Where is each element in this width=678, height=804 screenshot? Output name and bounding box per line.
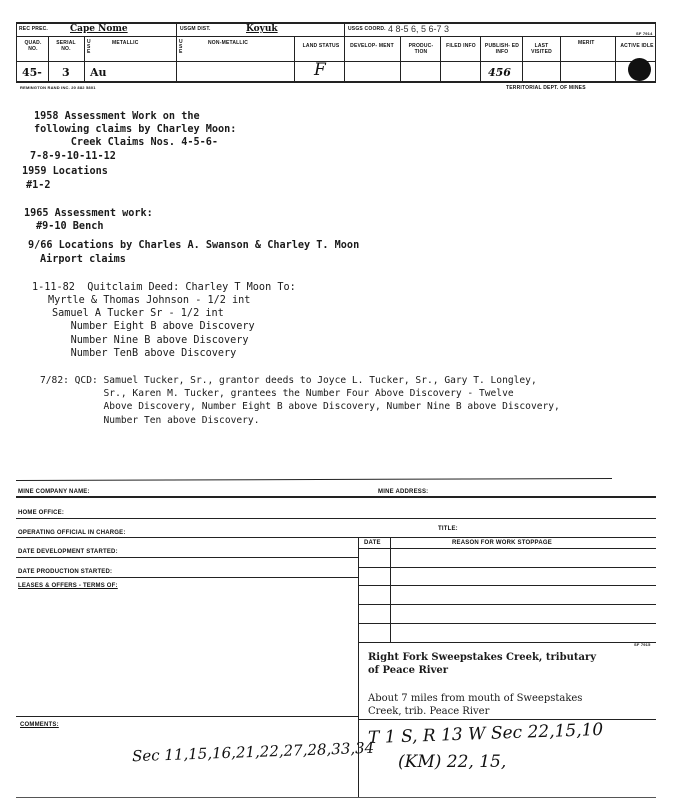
location-title-line-1: Right Fork Sweepstakes Creek, tributary <box>368 652 597 663</box>
note-line: Number Ten above Discovery. <box>40 415 260 426</box>
note-line: 9/66 Locations by Charles A. Swanson & Charley T. Moon <box>28 240 360 251</box>
col-quad: QUAD. NO. <box>24 40 42 52</box>
note-line: #9-10 Bench <box>36 221 104 232</box>
rec-prec-label: REC PREC. <box>19 26 49 32</box>
dept-line: TERRITORIAL DEPT. OF MINES <box>506 85 586 91</box>
col-use-metallic: U S E <box>87 39 91 55</box>
rec-prec-value: Cape Nome <box>70 24 128 34</box>
usgs-coord-label: USGS COORD. <box>348 26 386 32</box>
reason-column-label: REASON FOR WORK STOPPAGE <box>452 540 552 546</box>
usgs-dist-value: Koyuk <box>246 24 278 34</box>
note-line: following claims by Charley Moon: <box>34 124 237 135</box>
leases-offers-label: LEASES & OFFERS - TERMS OF: <box>18 583 118 589</box>
mine-company-label: MINE COMPANY NAME: <box>18 489 90 495</box>
col-metallic: METALLIC <box>112 40 139 46</box>
col-production: PRODUC- TION <box>408 43 434 55</box>
note-line: Airport claims <box>40 254 126 265</box>
location-desc-line-1: About 7 miles from mouth of Sweepstakes <box>368 693 583 704</box>
value-published-info: 456 <box>488 66 511 79</box>
date-production-label: DATE PRODUCTION STARTED: <box>18 569 113 575</box>
location-desc-line-2: Creek, trib. Peace River <box>368 706 490 717</box>
date-column-label: DATE <box>364 540 381 546</box>
comments-label: COMMENTS: <box>20 722 59 728</box>
handwritten-km: (KM) 22, 15, <box>398 752 507 772</box>
form-number-2: SF 7915 <box>634 642 651 647</box>
col-serial: SERIAL NO. <box>56 40 76 52</box>
value-land-status: F <box>314 60 326 80</box>
handwritten-sections: Sec 11,15,16,21,22,27,28,33,34 <box>131 738 375 766</box>
usgs-dist-label: USGM DIST. <box>180 26 211 32</box>
mine-address-label: MINE ADDRESS: <box>378 489 429 495</box>
note-line: 7-8-9-10-11-12 <box>30 151 116 162</box>
note-line: 7/82: QCD: Samuel Tucker, Sr., grantor deeds to Joyce L. Tucker, Sr., Gary T. Longley, <box>40 375 537 386</box>
note-line: 1959 Locations <box>22 166 108 177</box>
col-filed-info: FILED INFO <box>446 43 476 49</box>
date-development-label: DATE DEVELOPMENT STARTED: <box>18 549 118 555</box>
note-line: Number TenB above Discovery <box>40 348 237 359</box>
note-line: 1958 Assessment Work on the <box>34 111 200 122</box>
value-serial: 3 <box>62 66 70 79</box>
value-quad: 45- <box>22 66 42 79</box>
note-line: Creek Claims Nos. 4-5-6- <box>34 137 219 148</box>
note-line: Number Eight B above Discovery <box>40 321 255 332</box>
note-line: Samuel A Tucker Sr - 1/2 int <box>52 308 224 319</box>
location-title-line-2: of Peace River <box>368 665 449 676</box>
active-idle-dot <box>628 58 651 81</box>
value-metallic: Au <box>90 66 107 79</box>
usgs-coord-value: 4 8-5 6, 5 6-7 3 <box>388 24 450 34</box>
col-active-idle: ACTIVE IDLE <box>620 43 654 49</box>
col-merit: MERIT <box>578 40 595 46</box>
note-line: Myrtle & Thomas Johnson - 1/2 int <box>48 295 251 306</box>
handwritten-township: T 1 S, R 13 W Sec 22,15,10 <box>367 719 604 749</box>
note-line: Number Nine B above Discovery <box>40 335 249 346</box>
col-use-nonmetallic: U S E <box>179 39 183 55</box>
col-nonmetallic: NON-METALLIC <box>208 40 249 46</box>
note-line: 1965 Assessment work: <box>24 208 153 219</box>
title-label: TITLE: <box>438 526 458 532</box>
col-land-status: LAND STATUS <box>302 43 340 49</box>
form-number: SF 7914 <box>636 31 653 36</box>
col-last-visited: LAST VISITED <box>531 43 552 55</box>
col-published-info: PUBLISH- ED INFO <box>484 43 520 55</box>
note-line: Sr., Karen M. Tucker, grantees the Number Four Above Discovery - Twelve <box>40 388 514 399</box>
col-development: DEVELOP- MENT <box>350 43 394 49</box>
note-line: #1-2 <box>26 180 51 191</box>
printer-line: REMINGTON RAND INC. 20 882 5801 <box>20 85 96 90</box>
home-office-label: HOME OFFICE: <box>18 510 65 516</box>
note-line: 1-11-82 Quitclaim Deed: Charley T Moon To: <box>32 282 296 293</box>
operating-official-label: OPERATING OFFICIAL IN CHARGE: <box>18 530 126 536</box>
note-line: Above Discovery, Number Eight B above Discovery, Number Nine B above Discovery, <box>40 401 560 412</box>
